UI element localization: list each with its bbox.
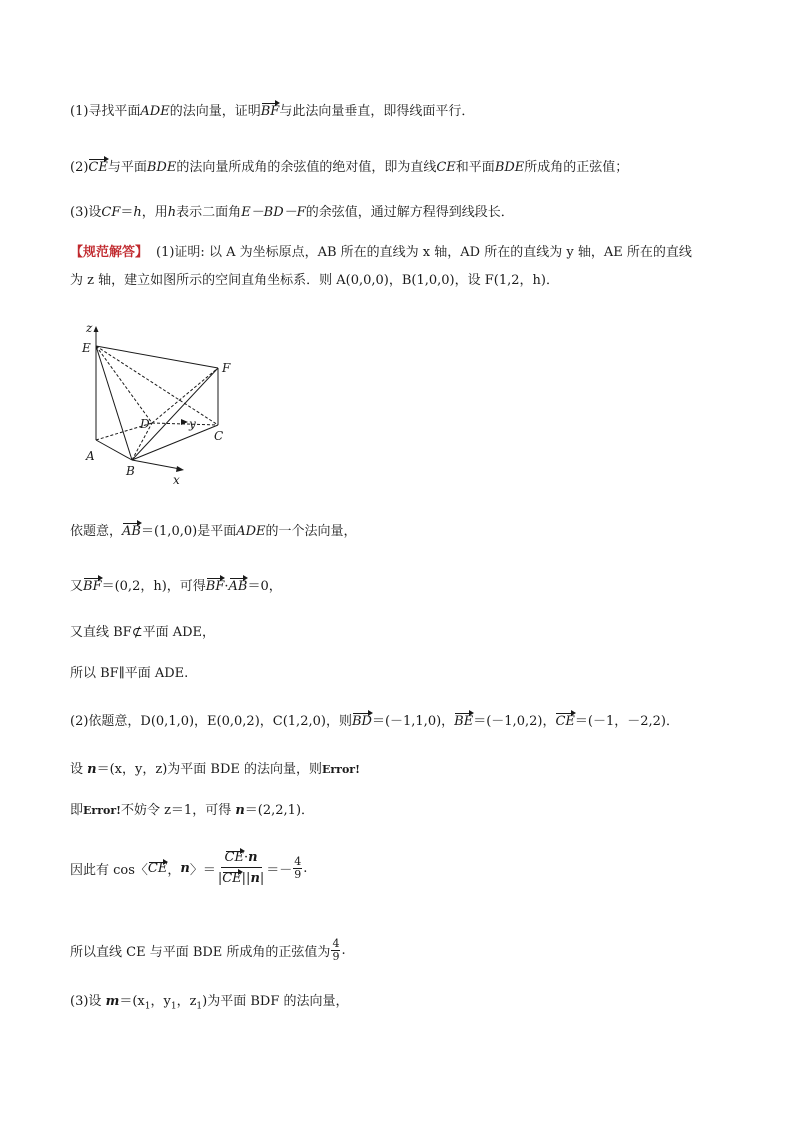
- solution-line-1: 【规范解答】 (1)证明: 以 A 为坐标原点，AB 所在的直线为 x 轴，AD 所在的直线为 y 轴，AE 所在的直线: [70, 245, 692, 260]
- label-a: A: [86, 449, 95, 463]
- step-7: 即Error!不妨令 z＝1，可得 n＝(2,2,1)．: [70, 803, 315, 818]
- solution-tag: 【规范解答】: [70, 245, 149, 260]
- label-y: y: [189, 417, 196, 431]
- solid-edges: [96, 346, 218, 460]
- step-2: 又BF＝(0,2，h)，可得BF·AB＝0，: [70, 577, 282, 597]
- label-x: x: [173, 473, 180, 487]
- x-axis-arrow: [176, 466, 184, 472]
- step-10: (3)设 $m=(x_1$，$y_1$，$z_1$)为平面 BDF 的法向量，: [70, 994, 349, 1012]
- step-4: 所以 BF∥平面 ADE.: [70, 666, 189, 681]
- hint-2: (2)CE与平面BDE的法向量所成角的余弦值的绝对值，即为直线CE和平面BDE所成角的正弦值；: [70, 158, 628, 178]
- label-e: E: [82, 341, 91, 355]
- label-f: F: [222, 361, 231, 375]
- label-d: D: [140, 417, 150, 431]
- hint-3: (3)设CF＝h，用h表示二面角E－BD－F的余弦值，通过解方程得到线段长．: [70, 205, 514, 220]
- coordinate-figure: [80, 318, 240, 490]
- label-z: z: [86, 321, 93, 335]
- cosine-fraction: $\frac{CE\cdot n}{|CE||n|}$: [217, 850, 265, 886]
- step-6: 设 n＝(x，y，z)为平面 BDE 的法向量，则Error!: [70, 762, 360, 777]
- step-8-cosine: 因此有 cos〈 CE ， n 〉＝ $\frac{CE\cdot n}{|CE||n|}$ ＝－ $\frac{4}{9}$ .: [70, 850, 308, 886]
- solution-line-2: 为 z 轴，建立如图所示的空间直角坐标系．则 A(0,0,0)，B(1,0,0)，设 F(1,2，h)．: [70, 273, 559, 288]
- vector-bf: BF: [261, 102, 280, 122]
- step-3: 又直线 BF⊄平面 ADE，: [70, 625, 216, 640]
- z-axis-arrow: [94, 326, 99, 332]
- label-b: B: [126, 464, 135, 478]
- x-axis: [132, 460, 180, 469]
- hint-1: (1)寻找平面ADE的法向量，证明BF与此法向量垂直，即得线面平行．: [70, 102, 474, 122]
- vector-ce: CE: [88, 158, 107, 178]
- step-1: 依题意，AB＝(1,0,0)是平面ADE的一个法向量，: [70, 522, 357, 542]
- step-9: 所以直线 CE 与平面 BDE 所成角的正弦值为 $\frac{4}{9}$ .: [70, 937, 346, 963]
- label-c: C: [214, 429, 224, 443]
- step-5: (2)依题意，D(0,1,0)，E(0,0,2)，C(1,2,0)，则BD＝(－1,1,0)，BE＝(－1,0,2)，CE＝(－1，－2,2)．: [70, 712, 679, 732]
